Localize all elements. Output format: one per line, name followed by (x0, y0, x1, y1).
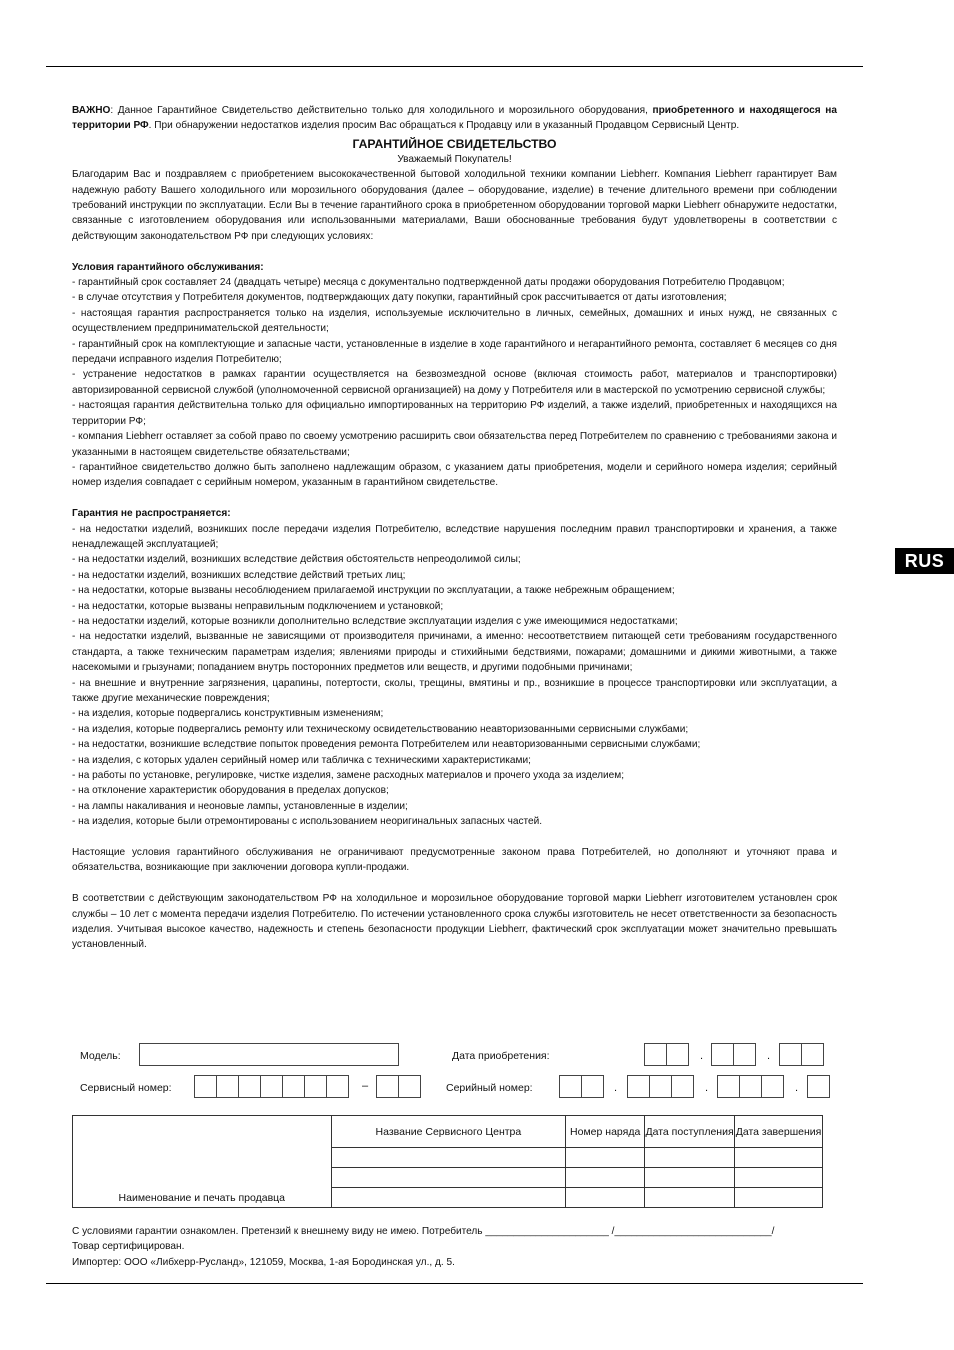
service-number-suffix-field[interactable] (376, 1075, 421, 1098)
exclusion-item: - на работы по установке, регулировке, чистке изделия, замене расходных материалов и прочего ухода за изделием; (72, 770, 625, 782)
table-header: Номер наряда (566, 1116, 645, 1148)
purchase-year-field[interactable] (779, 1043, 824, 1066)
purchase-day-field[interactable] (644, 1043, 689, 1066)
exclusion-item: - на недостатки, которые вызваны несоблюдением прилагаемой инструкции по эксплуатации, а также небрежным обращением; (72, 585, 675, 597)
exclusion-item: - на недостатки изделий, возникших вследствие действий третьих лиц; (72, 569, 406, 581)
certified-note: Товар сертифицирован. (72, 1241, 185, 1253)
top-rule (46, 66, 863, 67)
exclusion-item: - на внешние и внутренние загрязнения, царапины, потертости, сколы, трещины, вмятины и пр., возникшие в процессе транспортировки или эксплуатации, а также другие механические повреждения; (72, 677, 837, 704)
warranty-text (72, 103, 837, 953)
table-header: Дата завершения (735, 1116, 823, 1148)
serial-separator: . (795, 1082, 799, 1094)
purchase-date-label: Дата приобретения: (452, 1050, 550, 1062)
footer (72, 1224, 842, 1270)
condition-item: - компания Liebherr оставляет за собой право по своему усмотрению расширить свои обязательства перед Потребителем по сравнению с требованиями закона и указанными в настоящем свидетельстве обязательствами; (72, 431, 837, 458)
service-number-dash: – (362, 1080, 369, 1092)
exclusions-header: Гарантия не распространяется: (72, 508, 231, 520)
service-number-field[interactable] (194, 1075, 349, 1098)
exclusion-item: - на лампы накаливания и неоновые лампы, установленные в изделии; (72, 800, 408, 812)
model-field[interactable] (139, 1043, 399, 1066)
exclusion-item: - на изделия, которые подвергались конструктивным изменениям; (72, 708, 384, 720)
exclusion-item: - на изделия, которые подвергались ремонту или техническому освидетельствованию неавторизованными сервисными службами; (72, 723, 689, 735)
serial-number-label: Серийный номер: (446, 1082, 533, 1094)
condition-item: - настоящая гарантия распространяется только на изделия, используемые исключительно в личных, семейных, домашних и иных нужд, не связанных с осуществлением предпринимательской деятельности; (72, 307, 837, 335)
exclusion-item: - на недостатки изделий, которые возникли дополнительно вследствие эксплуатации изделия с уже имеющимися недостатками; (72, 615, 678, 627)
exclusion-item: - на недостатки изделий, возникших вследствие действия обстоятельств непреодолимой силы; (72, 554, 521, 566)
condition-item: - гарантийный срок составляет 24 (двадцать четыре) месяца с документально подтвержденной даты продажи оборудования Потребителю Продавцом; (72, 277, 785, 289)
condition-item: - устранение недостатков в рамках гарантии осуществляется на безвозмездной основе (включая стоимость работ, материалов и транспортировки) авторизированной сервисной службой (уполномоченной сервисной организацией) на дому у Потребителя или в мастерской по усмотрению сервисной службы; (72, 369, 837, 396)
conditions-header: Условия гарантийного обслуживания: (72, 261, 264, 273)
important-notice: ВАЖНО: Данное Гарантийное Свидетельство действительно только для холодильного и морозильного оборудования, приобретенного и находящегося на территории РФ. При обнаружении недостатков изделия просим Вас обращаться к Продавцу или в указанный Продавцом Сервисный Центр. (72, 105, 837, 132)
seller-stamp-label: Наименование и печать продавца (118, 1192, 286, 1204)
page-title: ГАРАНТИЙНОЕ СВИДЕТЕЛЬСТВО (352, 136, 557, 151)
date-separator: . (767, 1050, 771, 1062)
condition-item: - настоящая гарантия действительна только для официально импортированных на территорию РФ изделий, а также изделий, приобретенных и находящихся на территории РФ; (72, 400, 837, 427)
exclusion-item: - на недостатки изделий, возникших после передачи изделия Потребителю, вследствие нарушения последним правил транспортировки и хранения, а также ненадлежащей эксплуатацией; (72, 523, 837, 550)
condition-item: - в случае отсутствия у Потребителя документов, подтверждающих дату покупки, гарантийный срок рассчитывается от даты изготовления; (72, 292, 727, 304)
service-record-table (72, 1115, 823, 1208)
model-label: Модель: (80, 1050, 121, 1062)
serial-number-field-4[interactable] (807, 1075, 830, 1098)
exclusion-item: - на изделия, с которых удален серийный номер или табличка с техническими характеристиками; (72, 754, 531, 766)
table-header: Дата поступления (645, 1116, 735, 1148)
condition-item: - гарантийное свидетельство должно быть заполнено надлежащим образом, с указанием даты приобретения, модели и серийного номера изделия; серийный номер изделия совпадает с серийным номером, указанным в гарантийном свидетельстве. (72, 461, 837, 489)
greeting: Уважаемый Покупатель! (397, 153, 512, 165)
serial-separator: . (705, 1082, 709, 1094)
seller-stamp-cell[interactable] (73, 1116, 332, 1208)
table-header: Название Сервисного Центра (331, 1116, 566, 1148)
exclusion-item: - на недостатки, возникшие вследствие попыток проведения ремонта Потребителем или неавторизованными сервисными службами; (72, 739, 701, 751)
condition-item: - гарантийный срок на комплектующие и запасные части, установленные в изделие в ходе гарантийного и негарантийного ремонта, составляет 6 месяцев со дня передачи исправного изделия Потребителю; (72, 338, 837, 366)
bottom-rule (46, 1283, 863, 1284)
purchase-month-field[interactable] (711, 1043, 756, 1066)
serial-number-field-1[interactable] (559, 1075, 604, 1098)
date-separator: . (700, 1050, 704, 1062)
exclusion-item: - на отклонение характеристик оборудования в пределах допусков; (72, 785, 389, 797)
service-number-label: Сервисный номер: (80, 1082, 172, 1094)
language-tab: RUS (895, 548, 954, 574)
serial-number-field-3[interactable] (717, 1075, 784, 1098)
exclusion-item: - на недостатки изделий, вызванные не зависящими от производителя причинами, а именно: несоответствием питающей сети требованиям государственного стандарта, а также техническим параметрам изделия; явлениями природы и стихийными бедствиями, пожарами; домашними и дикими животными, а также насекомыми и грызунами; попаданием внутрь посторонних предметов или веществ, и другими подобными причинами; (72, 631, 837, 674)
serial-number-field-2[interactable] (627, 1075, 694, 1098)
intro-paragraph: Благодарим Вас и поздравляем с приобретением высококачественной бытовой холодильной техники компании Liebherr. Компания Liebherr гарантирует Вам надежную работу Вашего холодильного или морозильного оборудования (далее – оборудование, изделие) в течение длительного времени при соблюдении требований инструкции по эксплуатации. Если Вы в течение гарантийного срока в приобретенном оборудовании торговой марки Liebherr обнаружите недостатки, связанные с изготовлением оборудования или использованными материалами, Ваши обоснованные требования будут удовлетворены в соответствии с действующим законодательством РФ при следующих условиях: (72, 169, 837, 242)
exclusion-item: - на изделия, которые были отремонтированы с использованием неоригинальных запасных частей. (72, 816, 543, 828)
serial-separator: . (614, 1082, 618, 1094)
consumer-acknowledgement: С условиями гарантии ознакомлен. Претензий к внешнему виду не имею. Потребитель ______________________ /____________________________/ (72, 1226, 775, 1237)
importer-info: Импортер: ООО «Либхерр-Русланд», 121059, Москва, 1-ая Бородинская ул., д. 5. (72, 1256, 455, 1268)
rights-note: Настоящие условия гарантийного обслуживания не ограничивают предусмотренные законом права Потребителей, но дополняют и уточняют права и обязательства, возникающие при заключении договора купли-продажи. (72, 847, 837, 874)
exclusion-item: - на недостатки, которые вызваны неправильным подключением и установкой; (72, 600, 444, 612)
service-life-paragraph: В соответствии с действующим законодательством РФ на холодильное и морозильное оборудование торговой марки Liebherr изготовителем установлен срок службы – 10 лет с момента передачи изделия Потребителю. По истечении установленного срока службы изготовитель не несет ответственности за безопасность изделия. Учитывая высокое качество, надежность и степень безопасности продукции Liebherr, фактический срок эксплуатации может значительно превышать установленный. (72, 893, 837, 951)
